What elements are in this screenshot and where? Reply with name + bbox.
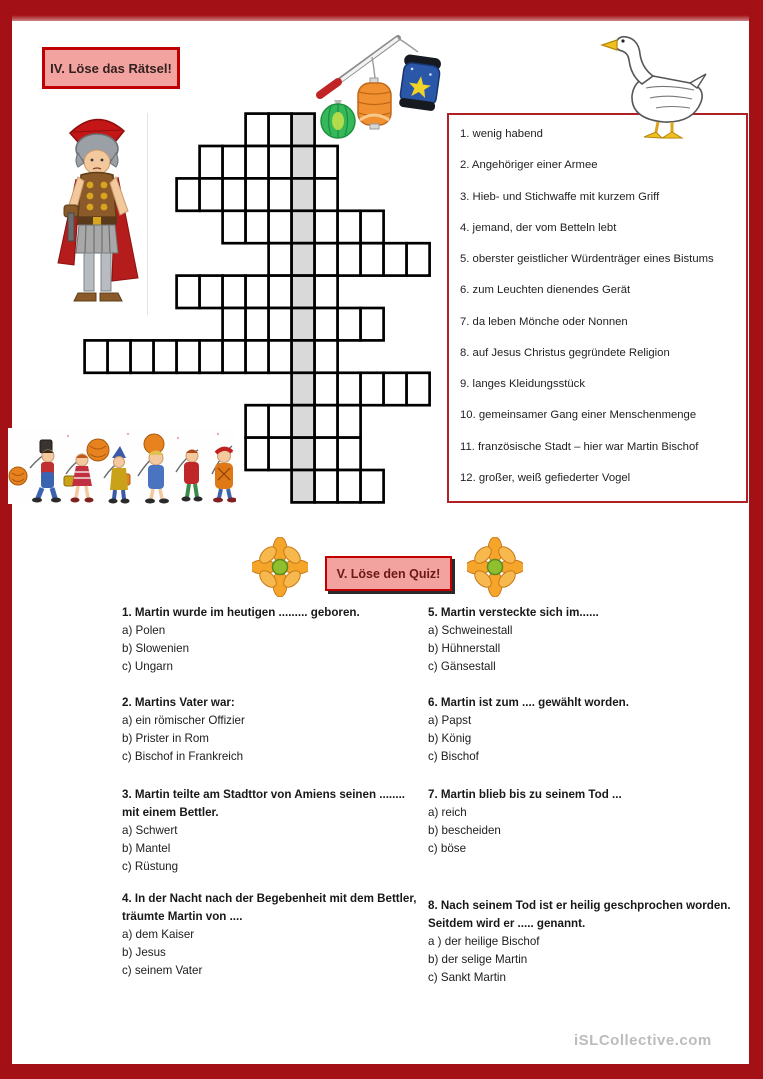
crossword-cell xyxy=(269,243,292,275)
crossword-cell xyxy=(223,178,246,210)
clue-item: 11. französische Stadt – hier war Martin Bischof xyxy=(460,440,699,453)
quiz-question-7 xyxy=(428,786,740,859)
answer-option: b) König xyxy=(428,732,472,746)
answer-option: b) Prister in Rom xyxy=(122,732,209,746)
answer-option: c) seinem Vater xyxy=(122,964,203,978)
crossword-cell xyxy=(200,276,223,308)
answer-option: c) Ungarn xyxy=(122,660,173,674)
crossword-cell xyxy=(315,211,338,243)
crossword-cell xyxy=(269,405,292,437)
crossword-cell xyxy=(361,243,384,275)
crossword-cell xyxy=(361,470,384,502)
answer-option: c) Gänsestall xyxy=(428,660,496,674)
clue-item: 5. oberster geistlicher Würdenträger eines Bistums xyxy=(460,253,714,266)
crossword-cell xyxy=(315,146,338,178)
orange-lantern xyxy=(358,78,391,129)
crossword-cell xyxy=(223,146,246,178)
answer-option: b) Hühnerstall xyxy=(428,642,501,656)
crossword-cell xyxy=(407,243,430,275)
crossword-cell xyxy=(177,340,200,372)
answer-option: c) Rüstung xyxy=(122,860,179,874)
crossword-cell xyxy=(361,373,384,405)
answer-option: c) Sankt Martin xyxy=(428,971,506,985)
quiz-question-6 xyxy=(428,694,740,767)
crossword-cell xyxy=(246,146,269,178)
crossword-cell xyxy=(246,405,269,437)
crossword-cell xyxy=(223,276,246,308)
page-border-bottom xyxy=(0,1064,763,1079)
crossword-cell xyxy=(200,178,223,210)
crossword-cell xyxy=(361,308,384,340)
answer-option: b) Slowenien xyxy=(122,642,190,656)
clue-item: 6. zum Leuchten dienendes Gerät xyxy=(460,284,631,297)
quiz-question-3 xyxy=(122,786,424,877)
clue-item: 7. da leben Mönche oder Nonnen xyxy=(460,315,628,328)
crossword-solution-cell xyxy=(292,373,315,405)
crossword-cell xyxy=(85,340,108,372)
answer-option: c) böse xyxy=(428,842,467,856)
question-text: 5. Martin versteckte sich im...... xyxy=(428,606,599,619)
crossword-cell xyxy=(315,178,338,210)
blue-lantern xyxy=(398,54,442,112)
flower-center xyxy=(273,560,288,575)
answer-option: a) Polen xyxy=(122,624,166,637)
clue-item: 10. gemeinsamer Gang einer Menschenmenge xyxy=(460,409,697,422)
flower-icon xyxy=(467,537,523,597)
crossword-cell xyxy=(407,373,430,405)
crossword-cell xyxy=(338,405,361,437)
crossword-cell xyxy=(246,340,269,372)
green-lantern xyxy=(321,100,355,138)
quiz-question-4 xyxy=(122,890,424,981)
page-border-right xyxy=(749,0,763,1079)
question-text: 7. Martin blieb bis zu seinem Tod ... xyxy=(428,788,622,801)
question-text: 4. In der Nacht nach der Begebenheit mit dem Bettler, träumte Martin von .... xyxy=(122,892,417,923)
answer-option: b) bescheiden xyxy=(428,824,501,838)
crossword-cell xyxy=(338,243,361,275)
question-text: 6. Martin ist zum .... gewählt worden. xyxy=(428,696,629,709)
crossword-cell xyxy=(269,178,292,210)
crossword-cell xyxy=(384,373,407,405)
answer-option: b) der selige Martin xyxy=(428,953,528,967)
crossword-cell xyxy=(315,308,338,340)
crossword-cell xyxy=(338,211,361,243)
child-figure xyxy=(138,451,169,504)
answer-option: a) Schwert xyxy=(122,824,178,837)
crossword-cell xyxy=(361,211,384,243)
answer-option: a) Schweinestall xyxy=(428,624,513,637)
crossword-cell xyxy=(246,438,269,470)
crossword-solution-cell xyxy=(292,243,315,275)
crossword-cell xyxy=(338,308,361,340)
child-figure xyxy=(176,450,203,502)
crossword-cell xyxy=(246,211,269,243)
crossword-cell xyxy=(154,340,177,372)
child-figure xyxy=(30,450,61,503)
crossword-cell xyxy=(246,276,269,308)
crossword-solution-cell xyxy=(292,405,315,437)
answer-option: b) Mantel xyxy=(122,842,171,856)
answer-option: a) Papst xyxy=(428,714,472,727)
crossword-cell xyxy=(200,146,223,178)
goose-neck xyxy=(616,37,653,84)
child-figure xyxy=(212,446,236,503)
crossword-cell xyxy=(246,308,269,340)
question-text: 8. Nach seinem Tod ist er heilig geschprochen worden. Seitdem wird er ..... genannt. xyxy=(428,899,731,930)
crossword-cell xyxy=(315,470,338,502)
clue-item: 3. Hieb- und Stichwaffe mit kurzem Griff xyxy=(460,190,660,203)
crossword-cell xyxy=(315,438,338,470)
answer-option: a) ein römischer Offizier xyxy=(122,714,245,727)
quiz-question-8 xyxy=(428,897,740,988)
riddle-title-label: IV. Löse das Rätsel! xyxy=(50,60,172,76)
crossword-cell xyxy=(338,373,361,405)
crossword-cell xyxy=(269,114,292,146)
crossword-solution-cell xyxy=(292,470,315,502)
goose-beak xyxy=(602,40,617,50)
stick-handle xyxy=(320,82,338,95)
white-goose-image xyxy=(598,26,716,140)
riddle-title-box xyxy=(42,47,180,89)
clue-item: 1. wenig habend xyxy=(460,128,543,140)
crossword-solution-cell xyxy=(292,211,315,243)
clue-item: 2. Angehöriger einer Armee xyxy=(460,159,598,172)
crossword-solution-cell xyxy=(292,178,315,210)
answer-option: b) Jesus xyxy=(122,946,166,960)
watermark: iSLCollective.com xyxy=(574,1032,712,1049)
quiz-title-label: V. Löse den Quiz! xyxy=(336,566,441,581)
crossword-solution-cell xyxy=(292,340,315,372)
answer-option: a) dem Kaiser xyxy=(122,928,195,941)
page-border-left xyxy=(0,0,12,1079)
crossword-cell xyxy=(246,178,269,210)
crossword-cell xyxy=(269,308,292,340)
crossword-solution-cell xyxy=(292,438,315,470)
crossword-cell xyxy=(315,373,338,405)
clue-item: 4. jemand, der vom Betteln lebt xyxy=(460,221,617,234)
crossword-cell xyxy=(384,243,407,275)
crossword-cell xyxy=(269,340,292,372)
crossword-cell xyxy=(338,470,361,502)
crossword-cell xyxy=(269,211,292,243)
crossword-solution-cell xyxy=(292,146,315,178)
quiz-question-5 xyxy=(428,604,740,677)
crossword-solution-cell xyxy=(292,308,315,340)
crossword-cell xyxy=(246,114,269,146)
crossword-cell xyxy=(200,340,223,372)
question-text: 3. Martin teilte am Stadttor von Amiens seinen ........ mit einem Bettler. xyxy=(122,788,406,819)
answer-option: c) Bischof xyxy=(428,750,479,764)
crossword-solution-cell xyxy=(292,276,315,308)
crossword-cell xyxy=(223,211,246,243)
question-text: 2. Martins Vater war: xyxy=(122,696,235,709)
crossword-cell xyxy=(177,178,200,210)
lantern-stick-image xyxy=(298,28,448,140)
clue-list xyxy=(447,113,748,503)
flower-icon xyxy=(252,537,308,597)
crossword-cell xyxy=(338,438,361,470)
clue-item: 8. auf Jesus Christus gegründete Religion xyxy=(460,346,670,359)
crossword-cell xyxy=(315,276,338,308)
crossword-cell xyxy=(315,340,338,372)
crossword-cell xyxy=(315,405,338,437)
quiz-question-2 xyxy=(122,694,424,767)
crossword-cell xyxy=(315,243,338,275)
clue-item: 9. langes Kleidungsstück xyxy=(460,378,585,391)
crossword-cell xyxy=(131,340,154,372)
answer-option: a ) der heilige Bischof xyxy=(428,935,540,948)
crossword-cell xyxy=(223,340,246,372)
quiz-question-1 xyxy=(122,604,424,677)
children-procession-image xyxy=(8,428,236,504)
crossword-cell xyxy=(269,146,292,178)
quiz-title-box xyxy=(325,556,452,591)
crossword-cell xyxy=(269,276,292,308)
crossword-cell xyxy=(223,308,246,340)
answer-option: c) Bischof in Frankreich xyxy=(122,750,244,764)
crossword-cell xyxy=(269,438,292,470)
crossword-cell xyxy=(108,340,131,372)
clue-item: 12. großer, weiß gefiederter Vogel xyxy=(460,471,631,484)
crossword-cell xyxy=(177,276,200,308)
question-text: 1. Martin wurde im heutigen ......... geboren. xyxy=(122,606,360,619)
page-border-top xyxy=(0,0,763,21)
answer-option: a) reich xyxy=(428,806,467,819)
